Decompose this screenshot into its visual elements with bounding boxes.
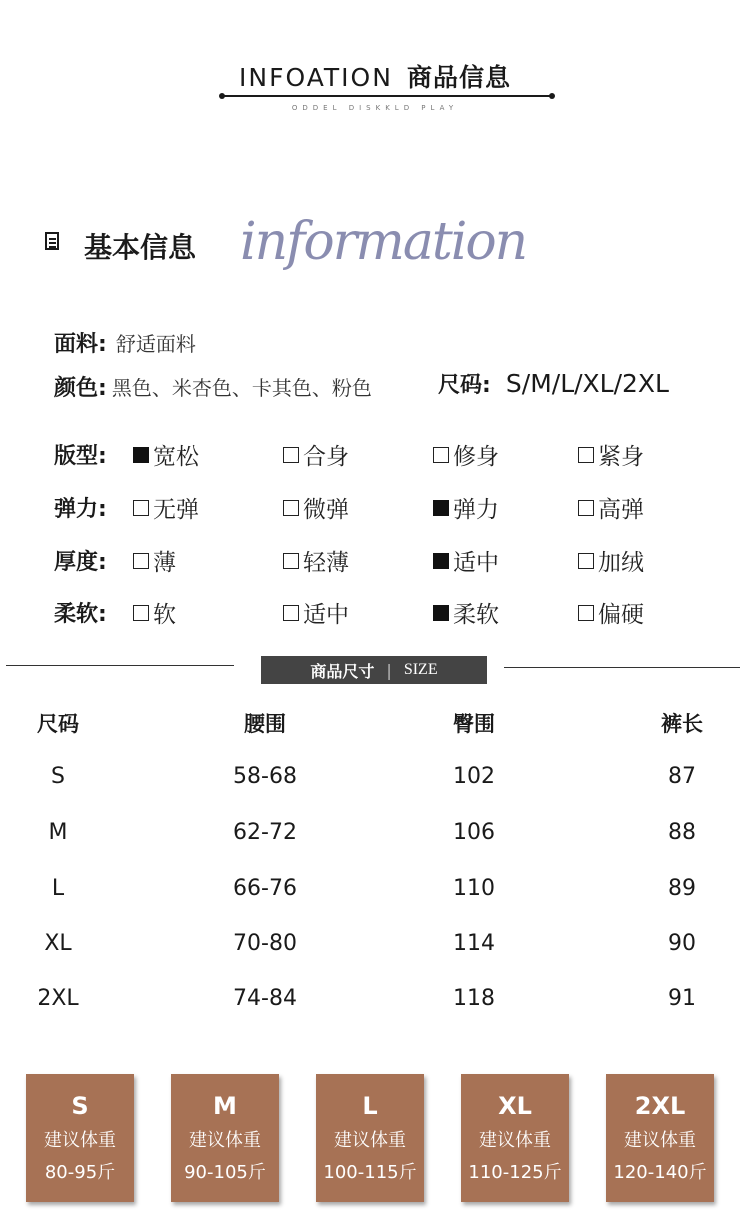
- size-banner: [261, 656, 487, 684]
- unchecked-box-icon: [133, 553, 149, 569]
- weight-card: [606, 1074, 714, 1202]
- attribute-label: 版型:: [54, 444, 107, 469]
- size-table-cell: 66-76: [233, 876, 297, 901]
- attribute-option: [133, 438, 199, 471]
- unchecked-box-icon: [283, 553, 299, 569]
- size-table-cell: 118: [453, 986, 495, 1011]
- size-table-cell: 106: [453, 820, 495, 845]
- size-rule-left: [6, 665, 234, 666]
- weight-card: [171, 1074, 279, 1202]
- attribute-option-text: 适中: [303, 602, 349, 628]
- attribute-option: [133, 544, 176, 577]
- attribute-option: [283, 438, 349, 471]
- checked-box-icon: [433, 553, 449, 569]
- weight-card-label: 建议体重: [624, 1130, 696, 1151]
- unchecked-box-icon: [283, 447, 299, 463]
- weight-card-size: XL: [498, 1092, 532, 1120]
- unchecked-box-icon: [578, 447, 594, 463]
- basic-info-title: 基本信息: [84, 231, 197, 264]
- header-subtitle: ODDEL DISKKLD PLAY: [291, 104, 459, 112]
- attribute-option-text: 加绒: [598, 550, 644, 576]
- weight-card-range: 120-140斤: [613, 1162, 707, 1183]
- size-table-cell: 87: [668, 764, 696, 789]
- size-row: [438, 368, 669, 399]
- document-icon: [45, 232, 59, 250]
- weight-card-range: 110-125斤: [468, 1162, 562, 1183]
- unchecked-box-icon: [578, 605, 594, 621]
- size-value: S/M/L/XL/2XL: [505, 369, 669, 398]
- size-table-cell: 70-80: [233, 931, 297, 956]
- weight-card: [316, 1074, 424, 1202]
- weight-card-size: S: [71, 1092, 89, 1120]
- attribute-option: [578, 491, 644, 524]
- size-table-header: 腰围: [244, 712, 286, 736]
- page-header: [0, 58, 750, 94]
- weight-card-range: 80-95斤: [44, 1162, 116, 1183]
- attribute-option-text: 紧身: [598, 444, 644, 470]
- attribute-option-text: 适中: [453, 550, 499, 576]
- fabric-value: 舒适面料: [115, 332, 196, 356]
- attribute-option-text: 宽松: [153, 444, 199, 470]
- size-table-cell: 74-84: [233, 986, 297, 1011]
- attribute-option: [433, 491, 499, 524]
- size-table-cell: XL: [44, 931, 72, 956]
- size-rule-right: [504, 667, 740, 668]
- size-table-cell: 90: [668, 931, 696, 956]
- size-table-cell: 62-72: [233, 820, 297, 845]
- size-label: 尺码:: [438, 373, 491, 398]
- checked-box-icon: [433, 605, 449, 621]
- attribute-option-text: 弹力: [453, 497, 499, 523]
- size-table-header: 臀围: [453, 712, 495, 736]
- size-table-cell: 88: [668, 820, 696, 845]
- size-table-cell: 102: [453, 764, 495, 789]
- weight-card-size: M: [213, 1092, 237, 1120]
- weight-card-range: 90-105斤: [184, 1162, 266, 1183]
- header-title-en: INFOATION: [239, 63, 393, 92]
- weight-card: [26, 1074, 134, 1202]
- size-table-cell: L: [51, 876, 65, 901]
- weight-card-label: 建议体重: [44, 1130, 116, 1151]
- attribute-option-text: 高弹: [598, 497, 644, 523]
- attribute-option: [578, 438, 644, 471]
- divider-dot-right: [549, 93, 555, 99]
- color-row: [54, 371, 372, 402]
- attribute-option: [283, 491, 349, 524]
- size-table-cell: 89: [668, 876, 696, 901]
- attribute-option: [578, 544, 644, 577]
- unchecked-box-icon: [283, 605, 299, 621]
- unchecked-box-icon: [578, 500, 594, 516]
- checked-box-icon: [433, 500, 449, 516]
- unchecked-box-icon: [133, 605, 149, 621]
- size-table-header: 裤长: [661, 712, 703, 736]
- attribute-label: 弹力:: [54, 497, 107, 522]
- weight-card-size: 2XL: [634, 1092, 686, 1120]
- attribute-option: [133, 596, 176, 629]
- attribute-label: 厚度:: [54, 550, 107, 575]
- weight-card-range: 100-115斤: [323, 1162, 417, 1183]
- size-table-cell: 110: [453, 876, 495, 901]
- size-table-cell: 114: [453, 931, 495, 956]
- size-banner-separator: |: [386, 660, 392, 680]
- size-table-header: 尺码: [37, 712, 79, 736]
- attribute-option-text: 柔软: [453, 602, 499, 628]
- weight-card: [461, 1074, 569, 1202]
- unchecked-box-icon: [578, 553, 594, 569]
- attribute-option-text: 偏硬: [598, 602, 644, 628]
- checked-box-icon: [133, 447, 149, 463]
- attribute-option: [433, 438, 499, 471]
- weight-card-label: 建议体重: [479, 1130, 551, 1151]
- size-table-cell: 91: [668, 986, 696, 1011]
- size-table-cell: S: [51, 764, 65, 789]
- weight-card-label: 建议体重: [334, 1130, 406, 1151]
- fabric-row: [54, 327, 196, 358]
- size-banner-en: SIZE: [403, 661, 438, 678]
- size-banner-cn: 商品尺寸: [310, 661, 375, 681]
- color-label: 颜色:: [54, 376, 107, 401]
- attribute-option: [578, 596, 644, 629]
- size-table-cell: M: [48, 820, 68, 845]
- header-title-cn: 商品信息: [406, 63, 511, 92]
- header-divider: [222, 95, 552, 97]
- attribute-option: [433, 596, 499, 629]
- attribute-option-text: 轻薄: [303, 550, 349, 576]
- size-table-cell: 58-68: [233, 764, 297, 789]
- attribute-option: [433, 544, 499, 577]
- attribute-option-text: 软: [153, 602, 176, 628]
- information-script-text: information: [240, 212, 527, 272]
- attribute-option-text: 薄: [153, 550, 176, 576]
- attribute-label: 柔软:: [54, 602, 107, 627]
- weight-card-size: L: [362, 1092, 378, 1120]
- color-value: 黑色、米杏色、卡其色、粉色: [111, 376, 372, 400]
- attribute-option-text: 无弹: [153, 497, 199, 523]
- divider-dot-left: [219, 93, 225, 99]
- attribute-option: [283, 596, 349, 629]
- fabric-label: 面料:: [54, 332, 107, 357]
- unchecked-box-icon: [133, 500, 149, 516]
- attribute-option: [133, 491, 199, 524]
- unchecked-box-icon: [433, 447, 449, 463]
- attribute-option-text: 微弹: [303, 497, 349, 523]
- attribute-option-text: 修身: [453, 444, 499, 470]
- weight-card-label: 建议体重: [189, 1130, 261, 1151]
- unchecked-box-icon: [283, 500, 299, 516]
- attribute-option-text: 合身: [303, 444, 349, 470]
- size-table-cell: 2XL: [37, 986, 79, 1011]
- attribute-option: [283, 544, 349, 577]
